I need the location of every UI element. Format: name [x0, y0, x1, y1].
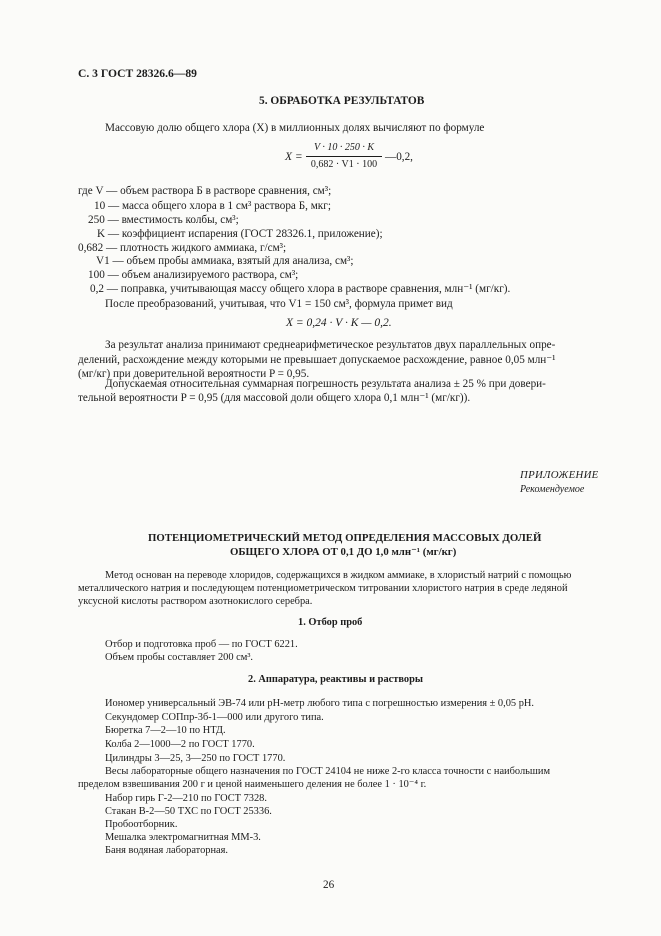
list-item: Бюретка 7—2—10 по НТД. — [105, 725, 226, 736]
list-item: Объем пробы составляет 200 см³. — [105, 652, 254, 663]
paragraph-line: тельной вероятности P = 0,95 (для массовой доли общего хлора 0,1 млн⁻¹ (мг/кг)). — [78, 392, 471, 404]
list-item: Колба 2—1000—2 по ГОСТ 1770. — [105, 739, 255, 750]
definition-item: 0,682 — плотность жидкого аммиака, г/см³; — [78, 242, 287, 254]
paragraph-line: уксусной кислоты раствором азотнокислого серебра. — [78, 596, 313, 607]
paragraph-line: делений, расхождение между которыми не превышает допускаемое расхождение, равное 0,05 млн⁻¹ — [78, 354, 556, 366]
paragraph-line: (мг/кг) при доверительной вероятности P = 0,95. — [78, 368, 310, 380]
formula-denominator: 0,682 · V1 · 100 — [310, 159, 378, 170]
subsection-title: 1. Отбор проб — [298, 617, 363, 628]
paragraph-line: Метод основан на переводе хлоридов, содержащихся в жидком аммиаке, в хлористый натрий с помощью — [105, 570, 572, 581]
definition-item: где V — объем раствора Б в растворе сравнения, см³; — [78, 185, 332, 197]
fraction-bar — [306, 156, 382, 157]
appendix-title-line: ПОТЕНЦИОМЕТРИЧЕСКИЙ МЕТОД ОПРЕДЕЛЕНИЯ МАССОВЫХ ДОЛЕЙ — [148, 532, 542, 544]
formula-lhs: X = — [285, 151, 303, 163]
paragraph-line: металлического натрия и последующем потенциометрическом титровании хлористого натрия в среде ледяной — [78, 583, 568, 594]
list-item: Секундомер СОПпр-3б-1—000 или другого типа. — [105, 712, 324, 723]
list-item: Пробоотборник. — [105, 819, 178, 830]
appendix-label: ПРИЛОЖЕНИЕ — [520, 469, 599, 481]
definition-item: 100 — объем анализируемого раствора, см³; — [88, 269, 299, 281]
list-item: Отбор и подготовка проб — по ГОСТ 6221. — [105, 639, 298, 650]
definition-item: 10 — масса общего хлора в 1 см³ раствора Б, мкг; — [94, 200, 331, 212]
formula-numerator: V · 10 · 250 · K — [313, 142, 375, 153]
running-header: С. 3 ГОСТ 28326.6—89 — [78, 67, 197, 80]
definition-item: K — коэффициент испарения (ГОСТ 28326.1, приложение); — [97, 228, 383, 240]
paragraph-line: Допускаемая относительная суммарная погрешность результата анализа ± 25 % при довери- — [105, 378, 546, 390]
definition-item: 0,2 — поправка, учитывающая массу общего хлора в растворе сравнения, млн⁻¹ (мг/кг). — [90, 283, 511, 295]
definition-item: V1 — объем пробы аммиака, взятый для анализа, см³; — [96, 255, 354, 267]
intro-text: Массовую долю общего хлора (X) в миллионных долях вычисляют по формуле — [105, 122, 485, 134]
list-item: Мешалка электромагнитная ММ-3. — [105, 832, 261, 843]
section-title: 5. ОБРАБОТКА РЕЗУЛЬТАТОВ — [259, 95, 425, 107]
appendix-title-line: ОБЩЕГО ХЛОРА ОТ 0,1 ДО 1,0 млн⁻¹ (мг/кг) — [230, 546, 457, 558]
transformation-text: После преобразований, учитывая, что V1 = 150 см³, формула примет вид — [105, 298, 453, 310]
list-item: Весы лабораторные общего назначения по ГОСТ 24104 не ниже 2-го класса точности с наибольшим — [105, 766, 551, 777]
formula-2: X = 0,24 · V · K — 0,2. — [286, 317, 392, 329]
subsection-title: 2. Аппаратура, реактивы и растворы — [248, 674, 423, 685]
definition-item: 250 — вместимость колбы, см³; — [88, 214, 239, 226]
list-item: Баня водяная лабораторная. — [105, 845, 229, 856]
list-item: Набор гирь Г-2—210 по ГОСТ 7328. — [105, 793, 267, 804]
page-number: 26 — [323, 879, 335, 891]
formula-tail: —0,2, — [385, 151, 413, 163]
list-item: пределом взвешивания 200 г и ценой наименьшего деления не более 1 · 10⁻⁴ г. — [78, 779, 427, 790]
paragraph-line: За результат анализа принимают среднеарифметическое результатов двух параллельных опре- — [105, 339, 556, 351]
list-item: Цилиндры 3—25, 3—250 по ГОСТ 1770. — [105, 753, 286, 764]
list-item: Стакан В-2—50 ТХС по ГОСТ 25336. — [105, 806, 272, 817]
list-item: Иономер универсальный ЭВ-74 или pH-метр любого типа с погрешностью измерения ± 0,05 pH. — [105, 698, 535, 709]
appendix-status: Рекомендуемое — [520, 484, 585, 495]
